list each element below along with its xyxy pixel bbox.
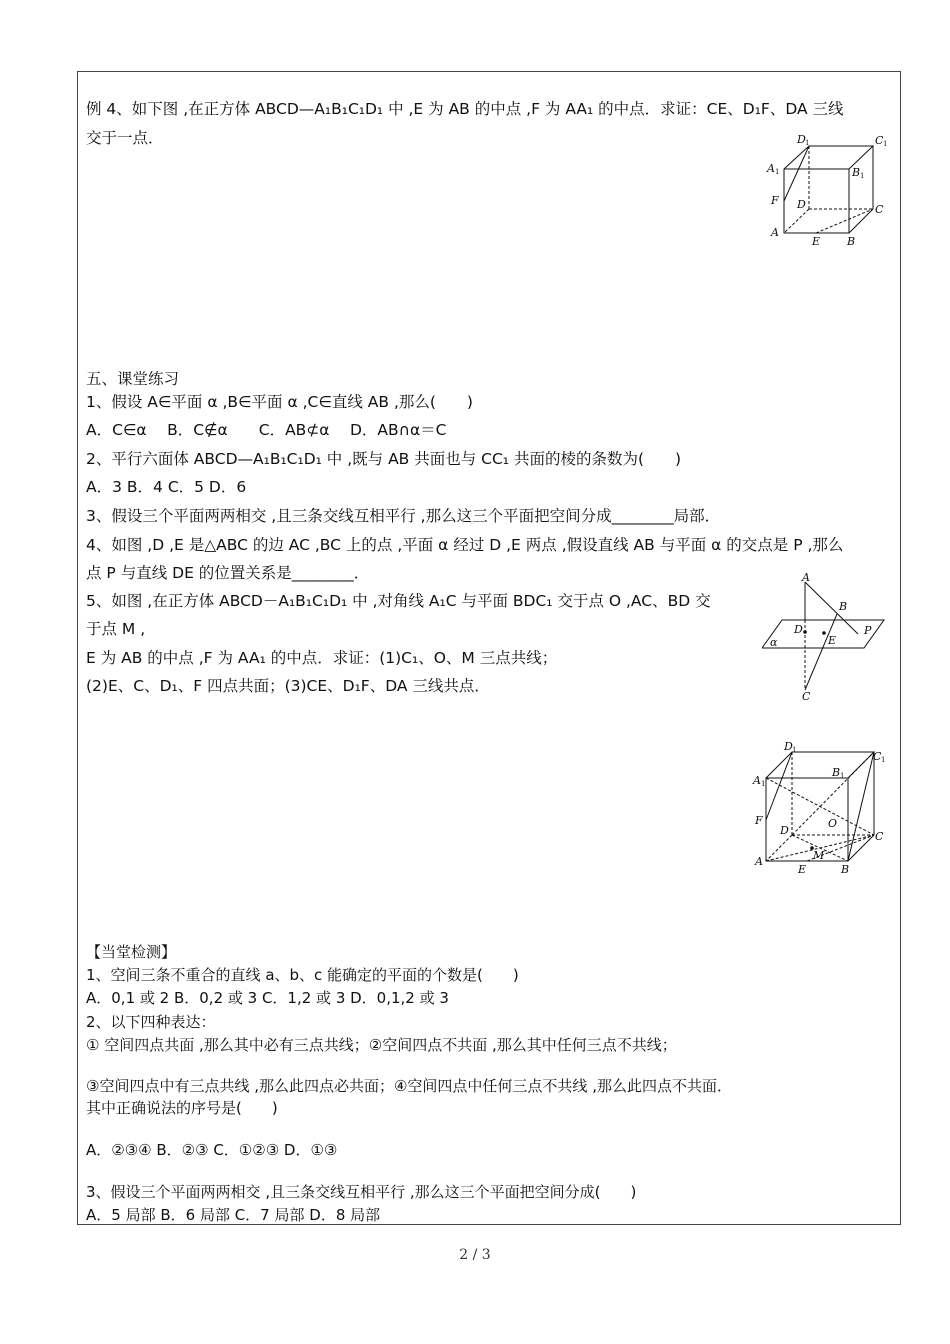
cube1-label: C xyxy=(875,134,884,147)
plane-label: P xyxy=(864,624,872,637)
cube-figure-1-svg xyxy=(764,132,894,250)
check-q2-statement2: ③空间四点中有三点共线 ,那么此四点必共面；④空间四点中任何三点不共线 ,那么此四点不共面． xyxy=(86,1077,732,1095)
page-number: 2 / 3 xyxy=(459,1247,491,1263)
cube1-edge-bc xyxy=(849,209,873,233)
example4-line1: 例 4、如下图 ,在正方体 ABCD—A₁B₁C₁D₁ 中 ,E 为 AB 的中点 ,F 为 AA₁ 的中点．求证：CE、D₁F、DA 三线 xyxy=(86,100,844,118)
cube2-label: B xyxy=(832,766,841,779)
cube1-line-fd1 xyxy=(784,146,809,201)
cube1-label: 1 xyxy=(883,140,888,148)
cube1-label: D xyxy=(797,198,806,211)
cube1-label: C xyxy=(875,203,884,216)
cube2-label: C xyxy=(873,750,882,763)
practice-q4-line2: 点 P 与直线 DE 的位置关系是________． xyxy=(86,564,370,582)
example4-line2: 交于一点． xyxy=(86,129,164,147)
practice-q5-line3: E 为 AB 的中点 ,F 为 AA₁ 的中点．求证：(1)C₁、O、M 三点共线； xyxy=(86,649,558,667)
cube2-label: 1 xyxy=(761,780,766,788)
cube-figure-2 xyxy=(752,742,892,876)
point-e xyxy=(822,631,826,635)
plane-label: B xyxy=(839,600,848,613)
cube1-edge-ad xyxy=(784,209,809,233)
cube-figure-1 xyxy=(764,132,894,250)
cube1-label: A xyxy=(767,162,775,175)
cube2-edge-bc xyxy=(848,835,874,861)
check-q2-statement1: ① 空间四点共面 ,那么其中必有三点共线；②空间四点不共面 ,那么其中任何三点不共线； xyxy=(86,1036,677,1054)
cube2-line-bc1 xyxy=(848,752,874,861)
check-q3-options: A．5 局部 B．6 局部 C．7 局部 D．8 局部 xyxy=(86,1206,381,1224)
plane-triangle-figure-svg xyxy=(762,572,886,706)
cube1-label: B xyxy=(847,235,856,248)
cube2-label: A xyxy=(753,774,761,787)
cube2-label: B xyxy=(841,863,850,876)
check-q1: 1、空间三条不重合的直线 a、b、c 能确定的平面的个数是( ) xyxy=(86,966,519,984)
check-q2: 2、以下四种表达： xyxy=(86,1013,216,1031)
cube2-label: 1 xyxy=(840,772,845,780)
cube2-label: A xyxy=(755,855,763,868)
plane-label: α xyxy=(770,636,778,649)
plane-label: A xyxy=(802,572,810,584)
point-d xyxy=(803,630,807,634)
practice-q3: 3、假设三个平面两两相交 ,且三条交线互相平行 ,那么这三个平面把空间分成________局部． xyxy=(86,507,721,525)
practice-q5-line2: 于点 M , xyxy=(86,620,146,638)
check-q2-options: A．②③④ B．②③ C．①②③ D．①③ xyxy=(86,1141,338,1159)
practice-q5-line1: 5、如图 ,在正方体 ABCD－A₁B₁C₁D₁ 中 ,对角线 A₁C 与平面 BDC₁ 交于点 O ,AC、BD 交 xyxy=(86,592,711,610)
practice-q2-options: A．3 B．4 C．5 D．6 xyxy=(86,478,247,496)
check-title: 【当堂检测】 xyxy=(86,943,177,961)
cube1-label: E xyxy=(812,235,821,248)
section5-title: 五、课堂练习 xyxy=(86,370,180,388)
check-q3: 3、假设三个平面两两相交 ,且三条交线互相平行 ,那么这三个平面把空间分成( ) xyxy=(86,1183,637,1201)
check-q2-ask: 其中正确说法的序号是( ) xyxy=(86,1099,278,1117)
cube2-label: E xyxy=(798,863,807,876)
practice-q1: 1、假设 A∈平面 α ,B∈平面 α ,C∈直线 AB ,那么( ) xyxy=(86,393,473,411)
cube1-label: A xyxy=(771,226,779,239)
practice-q1-options: A．C∈α B．C∉α C．AB⊄α D．AB∩α＝C xyxy=(86,421,447,439)
cube2-label: 1 xyxy=(792,746,797,754)
practice-q2: 2、平行六面体 ABCD—A₁B₁C₁D₁ 中 ,既与 AB 共面也与 CC₁ 共面的棱的条数为( ) xyxy=(86,450,682,468)
line-bc xyxy=(805,614,837,690)
cube2-edge-ad xyxy=(766,835,792,861)
check-q1-options: A．0,1 或 2 B．0,2 或 3 C．1,2 或 3 D．0,1,2 或 3 xyxy=(86,989,449,1007)
cube1-line-ce xyxy=(816,209,873,233)
cube2-label: D xyxy=(780,824,789,837)
cube1-label: D xyxy=(797,133,806,146)
cube2-label: F xyxy=(755,814,763,827)
cube2-label: C xyxy=(875,830,884,843)
plane-label: D xyxy=(794,623,803,636)
cube2-label: O xyxy=(828,817,838,830)
plane-label: C xyxy=(802,690,811,703)
practice-q5-line4: (2)E、C、D₁、F 四点共面；(3)CE、D₁F、DA 三线共点． xyxy=(86,677,490,695)
plane-label: E xyxy=(828,634,837,647)
practice-q4-line1: 4、如图 ,D ,E 是△ABC 的边 AC ,BC 上的点 ,平面 α 经过 D ,E 两点 ,假设直线 AB 与平面 α 的交点是 P ,那么 xyxy=(86,536,844,554)
plane-triangle-figure xyxy=(762,572,886,706)
cube2-top-face xyxy=(766,752,874,778)
cube-figure-2-svg xyxy=(752,742,892,876)
cube2-line-fd1 xyxy=(766,752,792,820)
cube1-label: 1 xyxy=(805,139,810,147)
cube2-label: M xyxy=(813,849,825,862)
cube1-label: B xyxy=(852,166,861,179)
cube1-label: F xyxy=(771,194,779,207)
cube1-label: 1 xyxy=(860,172,865,180)
cube2-label: 1 xyxy=(881,756,886,764)
cube2-label: D xyxy=(784,742,793,753)
cube1-label: 1 xyxy=(775,168,780,176)
